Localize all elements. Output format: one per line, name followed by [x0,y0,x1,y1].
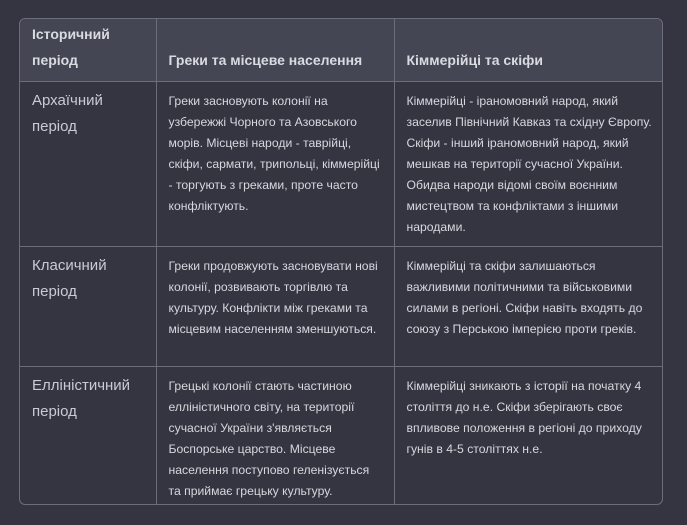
period-cell: Елліністичний період [20,366,156,505]
history-table-container [19,18,663,505]
table-header [20,19,663,81]
cimmerians-cell: Кіммерійці та скіфи залишаються важливими політичними та військовими силами в регіоні. Скіфи навіть входять до союзу з Перською імперією проти греків. [394,246,663,366]
greeks-cell: Греки засновують колонії на узбережжі Чорного та Азовського морів. Місцеві народи - таврійці, скіфи, сармати, трипольці, кіммерійці - торгують з греками, проте часто конфліктують. [156,81,394,246]
period-cell: Архаїчний період [20,81,156,246]
table-row [20,246,663,366]
history-table [20,19,663,505]
period-cell: Класичний період [20,246,156,366]
cimmerians-cell: Кіммерійці - іраномовний народ, який заселив Північний Кавказ та східну Європу. Скіфи - інший іраномовний народ, який мешкав на території сучасної України. Обидва народи відомі своїм воєнним мистецтвом та конфліктами з іншими народами. [394,81,663,246]
header-row [20,19,663,81]
table-row [20,81,663,246]
header-greeks: Греки та місцеве населення [156,19,394,81]
cimmerians-cell: Кіммерійці зникають з історії на початку 4 століття до н.е. Скіфи зберігають своє впливове положення в регіоні до приходу гунів в 4-5 століттях н.е. [406,378,642,456]
table-row [20,366,663,505]
greeks-cell: Греки продовжують засновувати нові колонії, розвивають торгівлю та культуру. Конфлікти між греками та місцевим населенням зменшуються. [156,246,394,366]
greeks-cell: Грецькі колонії стають частиною елліністичного світу, на території сучасної України з'являється Боспорське царство. Місцеве населення поступово геленізується та приймає грецьку культуру. [156,366,394,505]
table-body [20,81,663,505]
header-period: Історичний період [20,19,156,81]
header-cimmerians: Кіммерійці та скіфи [394,19,663,81]
